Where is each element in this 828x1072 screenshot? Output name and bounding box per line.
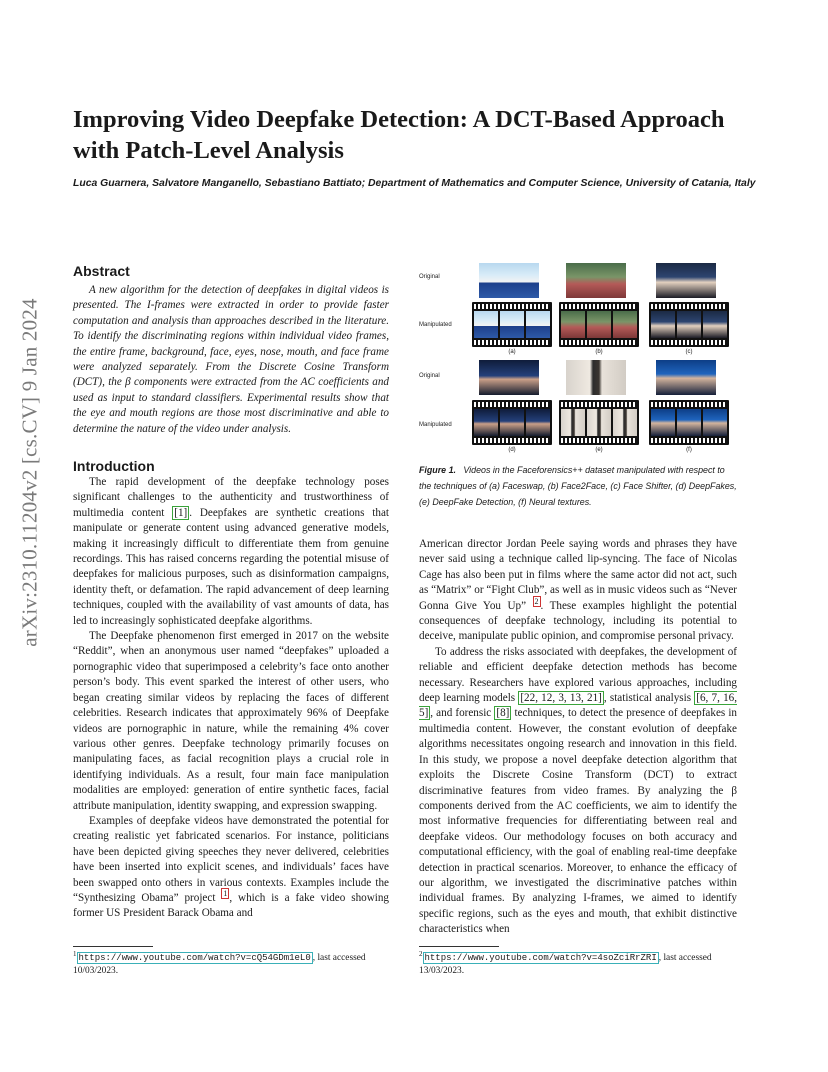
row-label-manipulated: Manipulated bbox=[419, 422, 452, 428]
sublabel-d: (d) bbox=[508, 447, 516, 453]
footnote-2-url[interactable]: https://www.youtube.com/watch?v=4soZciRrZRI bbox=[424, 953, 657, 963]
intro-paragraph-3 bbox=[73, 814, 389, 922]
intro-p1-text: The rapid development of the deepfake technology poses significant challenges to the authenticity and trustworthiness of multimedia content bbox=[73, 476, 389, 519]
sublabel-a: (a) bbox=[508, 349, 516, 355]
footnote-link-2[interactable]: 2 bbox=[534, 596, 539, 606]
footnote-2 bbox=[419, 949, 737, 978]
sublabel-e: (e) bbox=[595, 447, 603, 453]
figure-1-caption bbox=[419, 462, 737, 510]
sublabel-f: (f) bbox=[686, 447, 692, 453]
intro-paragraph-2: The Deepfake phenomenon first emerged in 2017 on the website “Reddit”, when an anonymous user named “deepfakes” uploaded a pornographic video that superimposed a celebrity’s face onto another person’s body. This event sparked the interest of other users, who began creating similar videos by replacing the faces of different celebrities. Research indicates that approximately 96% of Deepfake videos are pornographic in nature, while the remaining 4% cover various other genres. Deepfake technology primarily focuses on manipulating faces, as facial recognition plays a crucial role in identifying individuals. As a result, four main face manipulation modalities are employed: generation of entire synthetic faces, facial attribute manipulation, identity swapping, and expression swapping. bbox=[73, 630, 389, 812]
col2-paragraph-1 bbox=[419, 537, 737, 645]
paper-authors: Luca Guarnera, Salvatore Manganello, Sebastiano Battiato; Department of Mathematics and Computer Science, University of Catania, Italy bbox=[73, 178, 756, 189]
abstract-text bbox=[73, 283, 389, 437]
caption-label: Figure 1. bbox=[419, 465, 456, 475]
footnote-divider bbox=[419, 946, 499, 947]
manipulated-filmstrip-a bbox=[472, 302, 552, 347]
manipulated-filmstrip-c bbox=[649, 302, 729, 347]
col2-p2-text-c: , and forensic bbox=[430, 707, 495, 720]
footnote-divider bbox=[73, 946, 153, 947]
manipulated-filmstrip-e bbox=[559, 400, 639, 445]
footnote-number: 1 bbox=[73, 949, 77, 958]
col2-p1-text: American director Jordan Peele saying words and phrases they have never said using a technique called lip-syncing. The face of Nicolas Cage has also been put in films where the same actor did not act, such as “Matrix” or “Fight Club”, as well as in music videos such as “Never Gonna Give You Up” bbox=[419, 538, 737, 612]
original-frame-d bbox=[479, 360, 539, 395]
abstract-paragraph: A new algorithm for the detection of deepfakes in digital videos is presented. The I-frames were extracted in order to provide faster computation and analysis than approaches described in the literature. To identify the discriminating regions within individual video frames, the entire frame, background, face, eyes, nose, mouth, and face frame were analyzed separately. From the Discrete Cosine Transform (DCT), the β components were extracted from the AC coefficients and used as input to standard classifiers. Experimental results show that the eye and mouth regions are those most discriminative and able to determine the nature of the video under analysis. bbox=[73, 284, 389, 435]
original-frame-c bbox=[656, 263, 716, 298]
footnote-1-url[interactable]: https://www.youtube.com/watch?v=cQ54GDm1eL0 bbox=[78, 953, 311, 963]
intro-p3-text-cont: , which is a fake video showing former US President Barack Obama and bbox=[73, 891, 389, 920]
introduction-heading: Introduction bbox=[73, 458, 155, 474]
intro-p3-text: Examples of deepfake videos have demonstrated the potential for creating realistic yet fabricated scenarios. For instance, politicians have been depicted giving speeches they never delivered, celebrities have been inserted into explicit scenes, and individuals’ faces have been swapped onto others in various contexts. Examples include the “Synthesizing Obama” project bbox=[73, 814, 389, 904]
paper-title: Improving Video Deepfake Detection: A DCT-Based Approach with Patch-Level Analysis bbox=[73, 106, 725, 164]
citation-link[interactable]: [6, 7, 16, 5] bbox=[419, 692, 738, 720]
right-column-body bbox=[419, 537, 737, 938]
footnote-1 bbox=[73, 949, 389, 978]
original-frame-f bbox=[656, 360, 716, 395]
arxiv-sidebar-id: arXiv:2310.11204v2 [cs.CV] 9 Jan 2024 bbox=[17, 298, 42, 647]
abstract-heading: Abstract bbox=[73, 263, 130, 279]
col2-p2-text-b: , statistical analysis bbox=[603, 692, 695, 705]
row-label-original: Original bbox=[419, 373, 440, 379]
manipulated-filmstrip-f bbox=[649, 400, 729, 445]
sublabel-c: (c) bbox=[685, 349, 693, 355]
intro-paragraph-1 bbox=[73, 475, 389, 629]
citation-link[interactable]: [22, 12, 3, 13, 21] bbox=[520, 692, 602, 705]
citation-link[interactable]: [1] bbox=[174, 506, 188, 519]
intro-p1-text-cont: . Deepfakes are synthetic creations that manipulate or generate content using advanced generative models, making it increasingly difficult to differentiate them from genuine recordings. This has raised concerns regarding the potential misuse of deepfakes for malicious purposes, such as disinformation campaigns, identity theft, or defamation. The rapid advancement of deep learning techniques, coupled with the availability of vast amounts of data, has led to increasingly sophisticated deepfake algorithms. bbox=[73, 506, 389, 627]
introduction-body bbox=[73, 475, 389, 922]
row-label-manipulated: Manipulated bbox=[419, 322, 452, 328]
row-label-original: Original bbox=[419, 274, 440, 280]
original-frame-b bbox=[566, 263, 626, 298]
col2-p1-text-cont: . These examples highlight the potential consequences of deepfake technology, including its potential to deceive, manipulate public opinion, and compromise personal privacy. bbox=[419, 599, 737, 643]
original-frame-e bbox=[566, 360, 626, 395]
caption-text: Videos in the Faceforensics++ dataset manipulated with respect to the techniques of (a) Faceswap, (b) Face2Face, (c) Face Shifter, (d) DeepFakes, (e) DeepFake Detection, (f) Neural textures. bbox=[419, 465, 737, 507]
original-frame-a bbox=[479, 263, 539, 298]
sublabel-b: (b) bbox=[595, 349, 603, 355]
footnote-link-1[interactable]: 1 bbox=[223, 889, 228, 899]
footnote-2-text: , last accessed 13/03/2023. bbox=[419, 953, 712, 976]
manipulated-filmstrip-d bbox=[472, 400, 552, 445]
citation-link[interactable]: [8] bbox=[496, 707, 510, 720]
footnote-number: 2 bbox=[419, 949, 423, 958]
figure-1 bbox=[419, 260, 737, 460]
col2-p2-text-d: techniques, to detect the presence of deepfakes in multimedia content. However, the constant evolution of deepfake algorithms necessitates ongoing research and innovation in this field. In this study, we propose a novel deepfake detection algorithm that exploits the Discrete Cosine Transform (DCT) to extract discriminative features from video frames. By analyzing the β components derived from the AC coefficients, we aim to identify the most informative frequencies for differentiating between real and deepfake videos. Our methodology focuses on both accuracy and computational efficiency, with the goal of enabling real-time deepfake detection in practical scenarios. Moreover, to enhance the efficacy of our algorithm, we investigated the discriminative patches within individual frames. By analyzing I-frames, we aimed to identify specific regions, such as the eyes and mouth, that exhibit distinctive characteristics when bbox=[419, 707, 738, 936]
footnote-1-text: , last accessed 10/03/2023. bbox=[73, 953, 366, 976]
col2-paragraph-2 bbox=[419, 645, 737, 938]
col2-p2-text: To address the risks associated with deepfakes, the development of reliable and efficient deepfake detection methods has become necessary. Researchers have explored various approaches, including deep learning models bbox=[419, 645, 737, 705]
manipulated-filmstrip-b bbox=[559, 302, 639, 347]
